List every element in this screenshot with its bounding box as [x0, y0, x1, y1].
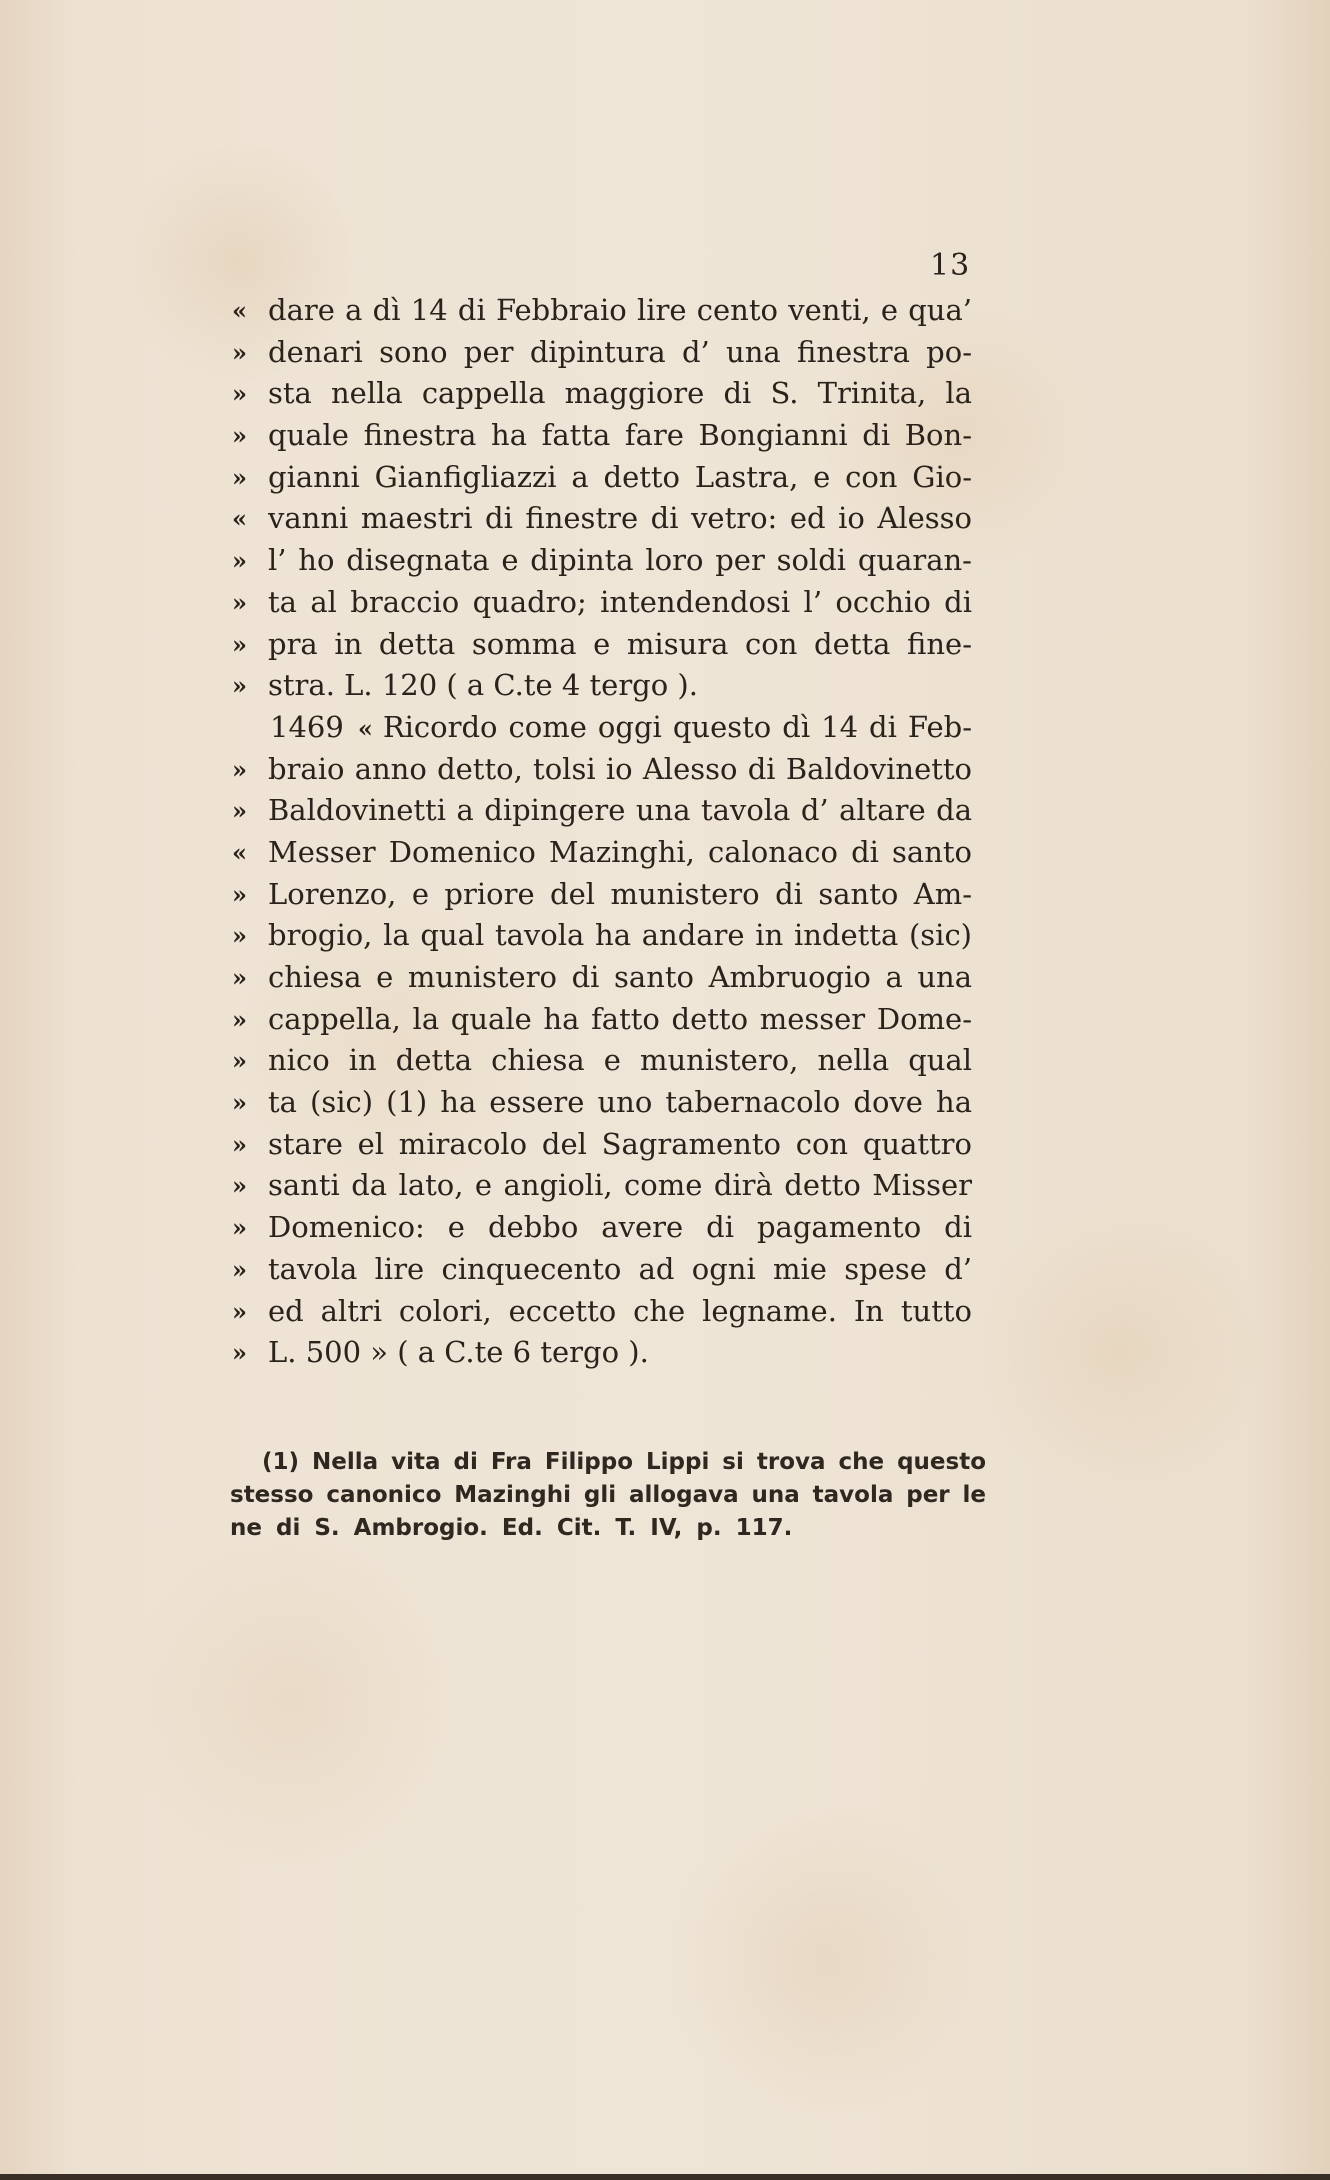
- text-line: [232, 1124, 972, 1166]
- line-text: ta (sic) (1) ha essere uno tabernacolo dove ha: [268, 1085, 972, 1120]
- text-line: [232, 290, 972, 332]
- line-text: stare el miracolo del Sagramento con quattro: [268, 1126, 972, 1161]
- line-text: ta al braccio quadro; intendendosi l’ occhio di: [268, 584, 972, 619]
- quote-mark: »: [232, 629, 247, 659]
- quote-mark: »: [232, 1338, 247, 1368]
- text-line: [232, 665, 972, 707]
- quote-mark: »: [232, 337, 247, 367]
- text-line: [232, 624, 972, 666]
- quote-mark: »: [232, 754, 247, 784]
- line-text: vanni maestri di finestre di vetro: ed io Alesso: [268, 501, 972, 536]
- line-text: L. 500 » ( a C.te 6 tergo ).: [268, 1335, 649, 1370]
- quote-mark: »: [232, 879, 247, 909]
- text-line: [232, 1165, 972, 1207]
- quote-mark: »: [232, 379, 247, 409]
- text-line: [232, 540, 972, 582]
- line-text: sta nella cappella maggiore di S. Trinita, la: [268, 376, 972, 411]
- line-text: tavola lire cinquecento ad ogni mie spese d’: [268, 1251, 972, 1286]
- quote-mark: »: [232, 1213, 247, 1243]
- text-line: [232, 1249, 972, 1291]
- footnote-line: ne di S. Ambrogio. Ed. Cit. T. IV, p. 117.: [230, 1515, 793, 1541]
- text-line: [232, 582, 972, 624]
- quote-mark: «: [232, 837, 247, 867]
- text-line: [232, 1040, 972, 1082]
- line-text: Messer Domenico Mazinghi, calonaco di santo: [268, 834, 972, 869]
- page-number: 13: [930, 248, 971, 283]
- quote-mark: »: [232, 921, 247, 951]
- text-line: [232, 999, 972, 1041]
- line-text: santi da lato, e angioli, come dirà detto Misser: [268, 1168, 972, 1203]
- quote-mark: »: [232, 1004, 247, 1034]
- text-line: [232, 1082, 972, 1124]
- line-text: ed altri colori, eccetto che legname. In tutto: [268, 1293, 972, 1328]
- page-bottom-edge: [0, 2174, 1330, 2180]
- line-text: l’ ho disegnata e dipinta loro per soldi quaran-: [268, 543, 972, 578]
- line-text: Baldovinetti a dipingere una tavola d’ altare da: [268, 793, 972, 828]
- quote-mark: »: [232, 546, 247, 576]
- line-text: dare a dì 14 di Febbraio lire cento venti, e qua’: [268, 293, 972, 327]
- text-line: [232, 415, 972, 457]
- quote-mark: «: [232, 504, 247, 534]
- quote-mark: »: [232, 1129, 247, 1159]
- line-text: quale finestra ha fatta fare Bongianni di Bon-: [268, 418, 972, 453]
- quote-mark: »: [232, 1296, 247, 1326]
- quote-mark: «: [357, 713, 373, 743]
- text-line: [232, 1291, 972, 1333]
- line-text: Lorenzo, e priore del munistero di santo Am-: [268, 876, 972, 911]
- entry-year: 1469: [270, 709, 344, 744]
- line-text: pra in detta somma e misura con detta fine-: [268, 626, 972, 661]
- text-line: [232, 790, 972, 832]
- main-text: [232, 290, 972, 1374]
- text-line: [232, 498, 972, 540]
- line-text: cappella, la quale ha fatto detto messer Dome-: [268, 1001, 972, 1036]
- quote-mark: »: [232, 796, 247, 826]
- text-line: [232, 1332, 972, 1374]
- text-line: [232, 373, 972, 415]
- line-text: denari sono per dipintura d’ una finestra po-: [268, 334, 972, 369]
- quote-mark: »: [232, 671, 247, 701]
- line-text: Ricordo come oggi questo dì 14 di Feb-: [382, 709, 972, 744]
- text-line: [232, 457, 972, 499]
- line-text: gianni Gianfigliazzi a detto Lastra, e con Gio-: [268, 459, 972, 494]
- line-text: brogio, la qual tavola ha andare in indetta (sic): [268, 918, 972, 953]
- text-line: [232, 957, 972, 999]
- line-text: stra. L. 120 ( a C.te 4 tergo ).: [268, 668, 698, 703]
- quote-mark: »: [232, 1046, 247, 1076]
- quote-mark: »: [232, 421, 247, 451]
- quote-mark: »: [232, 963, 247, 992]
- text-line: [232, 915, 972, 957]
- quote-mark: «: [232, 296, 247, 325]
- entry-first-line: [232, 707, 972, 749]
- line-text: chiesa e munistero di santo Ambruogio a una: [268, 960, 972, 994]
- line-text: braio anno detto, tolsi io Alesso di Baldovinetto: [268, 751, 972, 786]
- text-line: [232, 874, 972, 916]
- quote-mark: »: [232, 1088, 247, 1118]
- text-line: [232, 749, 972, 791]
- line-text: nico in detta chiesa e munistero, nella qual: [268, 1043, 972, 1078]
- quote-mark: »: [232, 1254, 247, 1284]
- text-line: [232, 832, 972, 874]
- footnote: [230, 1446, 986, 1545]
- line-text: Domenico: e debbo avere di pagamento di: [268, 1210, 972, 1245]
- quote-mark: »: [232, 462, 247, 492]
- text-line: [232, 1207, 972, 1249]
- quote-mark: »: [232, 1171, 247, 1201]
- footnote-line: stesso canonico Mazinghi gli allogava una tavola per le: [230, 1482, 986, 1508]
- footnote-line: (1) Nella vita di Fra Filippo Lippi si trova che questo: [262, 1449, 986, 1475]
- quote-mark: »: [232, 587, 247, 617]
- text-line: [232, 332, 972, 374]
